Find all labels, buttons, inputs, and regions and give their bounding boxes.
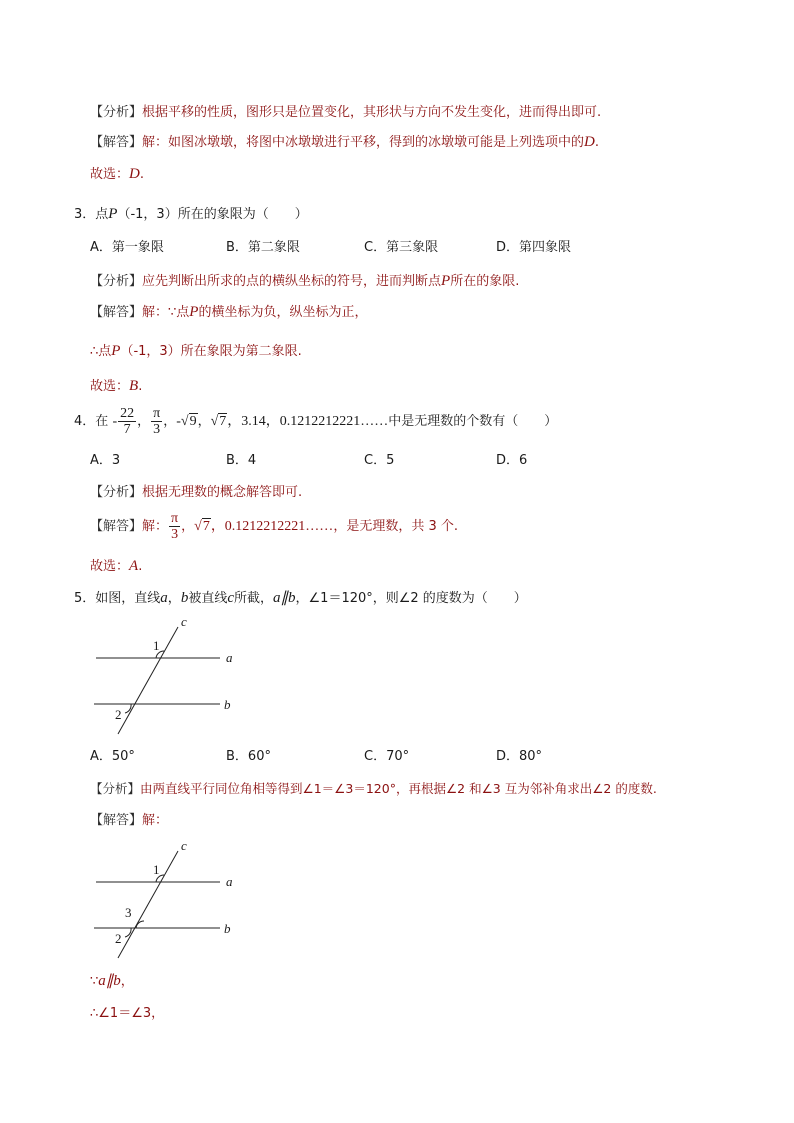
choose-var: A: [129, 558, 139, 574]
answer-text: 解：如图冰墩墩，将图中冰墩墩进行平移，得到的冰墩墩可能是上列选项中的: [142, 135, 585, 150]
choose-label: 故选：: [90, 379, 130, 394]
analysis-var: P: [441, 273, 451, 289]
label-b: b: [224, 697, 231, 712]
choose-var: D: [129, 166, 140, 182]
answer-text: 的横坐标为负，纵坐标为正，: [198, 305, 368, 320]
choose-end: .: [138, 559, 143, 574]
comma: ，: [197, 414, 211, 429]
label-1: 1: [153, 638, 160, 653]
stem-text: 被直线: [188, 591, 228, 606]
radicand: 7: [202, 519, 210, 534]
answer-tag: 【解答】: [90, 305, 143, 320]
analysis-tag: 【分析】: [90, 485, 143, 500]
fraction-denominator: 3: [153, 422, 161, 437]
answer-var: P: [189, 304, 199, 320]
q3-option-d[interactable]: D．第四象限: [496, 240, 572, 255]
choose-label: 故选：: [90, 559, 130, 574]
therefore-text: ∴∠1＝∠3，: [90, 1006, 165, 1021]
question-number: 3．: [74, 207, 96, 222]
stem-text: 如图，直线: [95, 591, 161, 606]
stem-text: 点: [95, 207, 109, 222]
fraction-numerator: π: [153, 406, 161, 421]
label-a: a: [226, 650, 233, 665]
analysis-text: 根据无理数的概念解答即可.: [142, 485, 303, 500]
q3-option-a[interactable]: A．第一象限: [90, 240, 164, 255]
comma: ，: [181, 519, 195, 534]
answer-tag: 【解答】: [90, 135, 143, 150]
parallel-expr: a∥b: [273, 590, 296, 606]
label-c: c: [181, 838, 187, 853]
q5-option-b[interactable]: B．60°: [226, 749, 271, 764]
q5-because: [90, 972, 134, 991]
answer-tag: 【解答】: [90, 813, 143, 828]
because-expr: a∥b: [98, 973, 121, 989]
figure-q5-stem: [94, 614, 233, 734]
q3-option-b[interactable]: B．第二象限: [226, 240, 300, 255]
var-c: c: [227, 590, 234, 606]
answer-text: 解：: [142, 519, 169, 534]
radicand: 7: [219, 414, 227, 429]
question-number: 4．: [74, 414, 96, 429]
figure-q5-solution: [94, 838, 233, 958]
choose-var: B: [129, 378, 139, 394]
q4-option-d[interactable]: D．6: [496, 453, 528, 468]
label-c: c: [181, 614, 187, 629]
var-b: b: [180, 590, 189, 606]
q5-analysis: [90, 780, 657, 798]
therefore-text: （-1，3）所在象限为第二象限.: [120, 344, 302, 359]
fraction-numerator: π: [171, 511, 179, 526]
choose-end: .: [138, 379, 143, 394]
q3-option-c[interactable]: C．第三象限: [364, 240, 439, 255]
answer-end: .: [594, 135, 600, 150]
comma: ，: [167, 591, 181, 606]
sqrt-symbol: -√: [176, 414, 189, 429]
label-b: b: [224, 921, 231, 936]
q5-option-a[interactable]: A．50°: [90, 749, 135, 764]
analysis-text: 由两直线平行同位角相等得到∠1＝∠3＝120°，再根据∠2 和∠3 互为邻补角求出∠2 的度数.: [140, 781, 657, 796]
choose-label: 故选：: [90, 167, 130, 182]
comma: ，: [120, 974, 134, 989]
q5-answer: [90, 812, 168, 830]
therefore-text: ∴点: [90, 344, 112, 359]
label-1: 1: [153, 862, 160, 877]
q4-option-c[interactable]: C．5: [364, 453, 395, 468]
answer-var: D: [584, 134, 595, 150]
analysis-tag: 【分析】: [90, 274, 143, 289]
analysis-tag: 【分析】: [90, 781, 141, 796]
label-3: 3: [125, 905, 132, 920]
analysis-text: 根据平移的性质，图形只是位置变化，其形状与方向不发生变化，进而得出即可.: [142, 105, 602, 120]
question-number: 5．: [74, 591, 96, 606]
stem-text: 在: [95, 414, 109, 429]
var-a: a: [160, 590, 168, 606]
label-2: 2: [115, 931, 122, 946]
analysis-tag: 【分析】: [90, 105, 143, 120]
sqrt-symbol: √: [210, 414, 219, 429]
stem-text: 所截，: [234, 591, 274, 606]
label-a: a: [226, 874, 233, 889]
stem-text: ，∠1＝120°，则∠2 的度数为（ ）: [295, 591, 527, 606]
answer-text: 解：∵点: [142, 305, 190, 320]
q5-option-d[interactable]: D．80°: [496, 749, 543, 764]
number-list: ，0.1212212221……: [210, 519, 334, 534]
choose-end: .: [139, 167, 144, 182]
answer-tag: 【解答】: [90, 519, 143, 534]
q5-option-c[interactable]: C．70°: [364, 749, 410, 764]
q4-option-a[interactable]: A．3: [90, 453, 121, 468]
stem-text: 中是无理数的个数有（ ）: [388, 414, 558, 429]
analysis-text: 所在的象限.: [450, 274, 520, 289]
label-2: 2: [115, 707, 122, 722]
q5-therefore: [90, 1005, 164, 1023]
fraction-denominator: 7: [123, 422, 131, 437]
stem-text: （-1，3）所在的象限为（ ）: [117, 207, 308, 222]
analysis-text: 应先判断出所求的点的横纵坐标的符号，进而判断点: [142, 274, 442, 289]
sqrt-symbol: √: [194, 519, 202, 534]
fraction-denominator: 3: [171, 527, 179, 542]
angle-3-arc: [136, 921, 144, 928]
minus-sign: -: [112, 414, 118, 429]
q4-option-b[interactable]: B．4: [226, 453, 257, 468]
comma: ，: [137, 414, 151, 429]
number-list: ，3.14，0.1212212221……: [227, 414, 389, 429]
comma: ，: [163, 414, 177, 429]
therefore-var: P: [111, 343, 121, 359]
answer-text: 解：: [142, 813, 169, 828]
answer-text: ，是无理数，共 3 个.: [333, 519, 458, 534]
line-c: [118, 627, 178, 734]
because-symbol: ∵: [90, 974, 99, 989]
stem-var: P: [108, 206, 118, 222]
fraction-numerator: 22: [120, 406, 135, 421]
radicand: 9: [189, 414, 197, 429]
